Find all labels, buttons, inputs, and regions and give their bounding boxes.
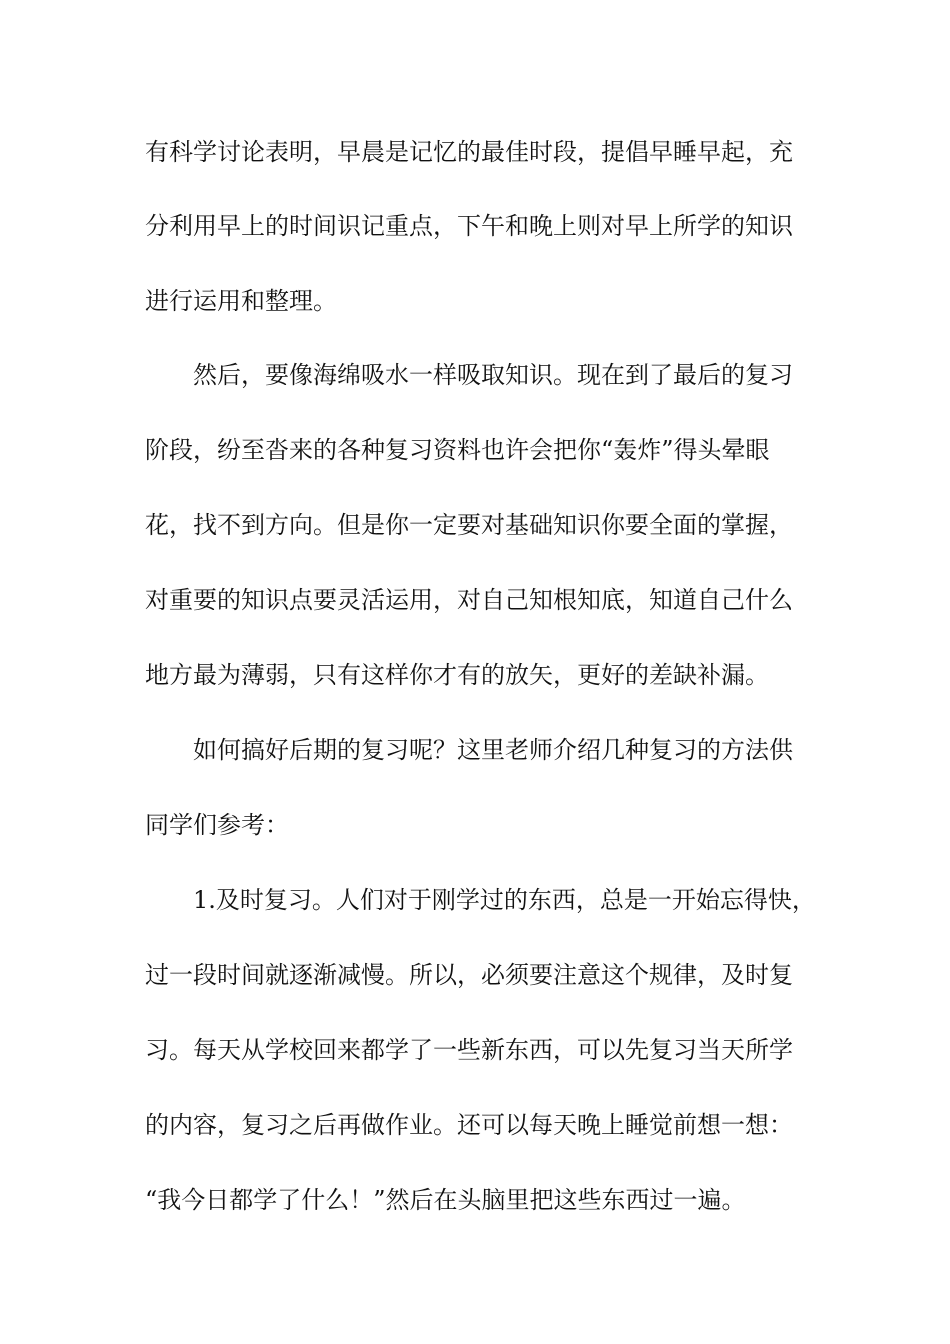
text-line: 习。每天从学校回来都学了一些新东西，可以先复习当天所学 <box>145 1036 793 1064</box>
text-line: 如何搞好后期的复习呢？这里老师介绍几种复习的方法供 <box>193 736 793 764</box>
text-line: 阶段，纷至沓来的各种复习资料也许会把你“轰炸”得头晕眼 <box>145 436 770 464</box>
text-line: 地方最为薄弱，只有这样你才有的放矢，更好的差缺补漏。 <box>145 661 769 689</box>
text-line: 然后，要像海绵吸水一样吸取知识。现在到了最后的复习 <box>193 361 793 389</box>
text-line: 花，找不到方向。但是你一定要对基础知识你要全面的掌握， <box>145 511 793 539</box>
text-line: 进行运用和整理。 <box>145 287 337 315</box>
text-line: 有科学讨论表明，早晨是记忆的最佳时段，提倡早睡早起，充 <box>145 138 793 166</box>
text-line: 分利用早上的时间识记重点，下午和晚上则对早上所学的知识 <box>145 212 793 240</box>
text-line: 同学们参考： <box>145 811 289 839</box>
text-line: 的内容，复习之后再做作业。还可以每天晚上睡觉前想一想： <box>145 1111 793 1139</box>
text-line: 1.及时复习。人们对于刚学过的东西，总是一开始忘得快， <box>193 886 816 914</box>
text-line: 对重要的知识点要灵活运用，对自己知根知底，知道自己什么 <box>145 586 793 614</box>
text-line: 过一段时间就逐渐减慢。所以，必须要注意这个规律，及时复 <box>145 961 793 989</box>
text-line: “我今日都学了什么！”然后在头脑里把这些东西过一遍。 <box>145 1186 746 1214</box>
